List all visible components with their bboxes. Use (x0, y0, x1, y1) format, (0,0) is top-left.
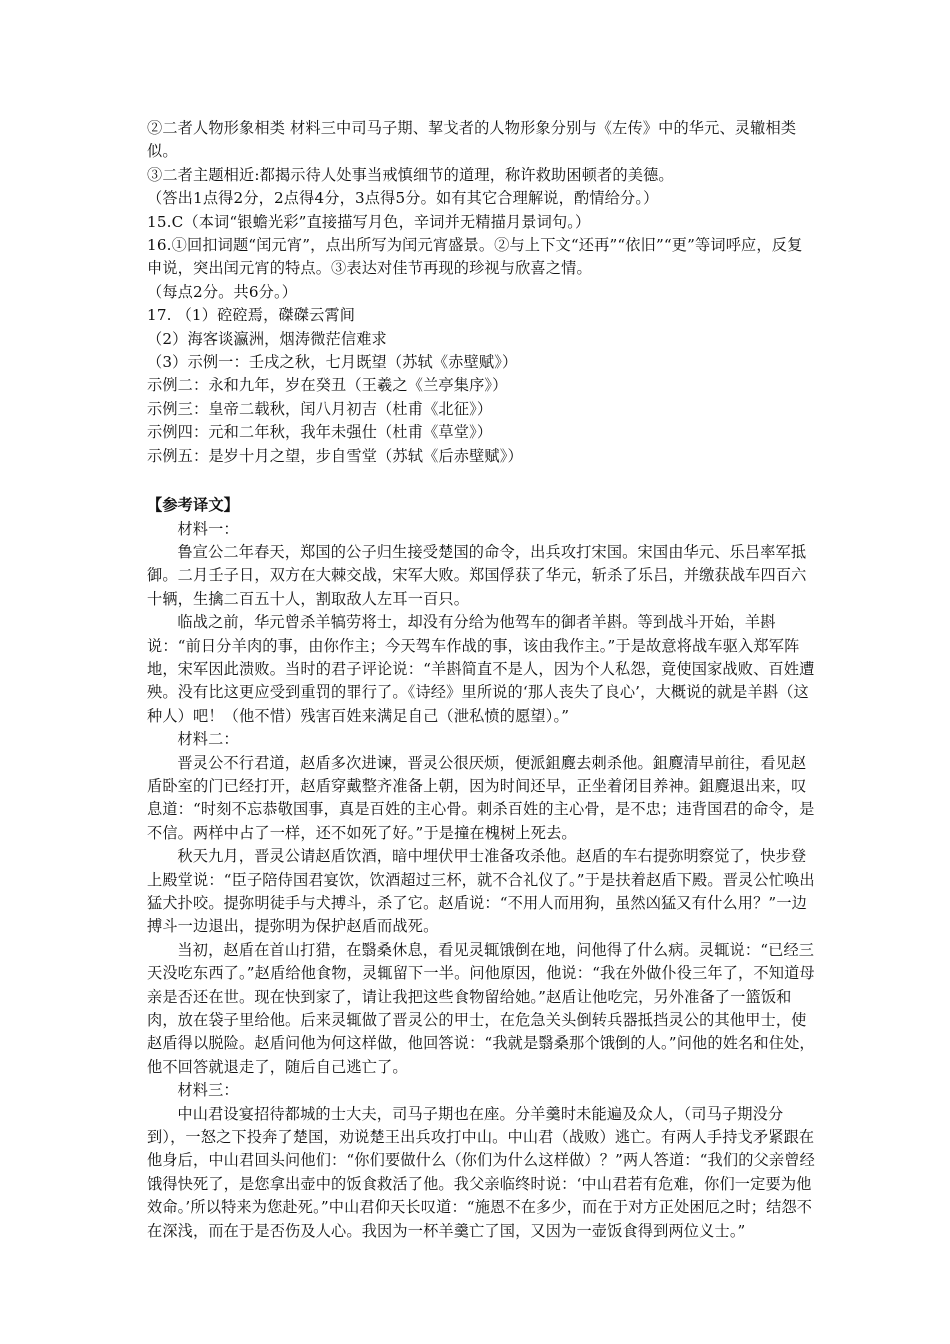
material-3-paragraph-1: 中山君设宴招待都城的士大夫，司马子期也在座。分羊羹时未能遍及众人，（司马子期没分到），一怒之下投奔了楚国，劝说楚王出兵攻打中山。中山君（战败）逃亡。有两人手持戈矛紧跟在他身后，中山君回头问他们：“你们要做什么（你们为什么这样做）？”两人答道：“我们的父亲曾经饿得快死了，是您拿出壶中的饭食救活了他。我父亲临终时说：‘中山君若有危难，你们一定要为他效命。’所以特来为您赴死。”中山君仰天长叹道：“施恩不在多少，而在于对方正处困厄之时；结怨不在深浅，而在于是否伤及人心。我因为一杯羊羹亡了国，又因为一壶饭食得到两位义士。” (147, 1104, 815, 1240)
answer-17-3-example-1: （3）示例一：壬戌之秋，七月既望（苏轼《赤壁赋》） (147, 353, 518, 372)
translation-heading: 【参考译文】 (147, 496, 240, 515)
material-2-title: 材料二： (177, 730, 239, 749)
material-1-paragraph-1: 鲁宣公二年春天，郑国的公子归生接受楚国的命令，出兵攻打宋国。宋国由华元、乐吕率军抵御。二月壬子日，双方在大棘交战，宋军大败。郑国俘获了华元，斩杀了乐吕，并缴获战车四百六十辆，生擒二百五十人，割取敌人左耳一百只。 (147, 542, 807, 608)
answer-15: 15.C（本词“银蟾光彩”直接描写月色，辛词并无精描月景词句。） (147, 212, 591, 231)
material-2-paragraph-1: 晋灵公不行君道，赵盾多次进谏，晋灵公很厌烦，便派鉏麑去刺杀他。鉏麑清早前往，看见赵盾卧室的门已经打开，赵盾穿戴整齐准备上朝，因为时间还早，正坐着闭目养神。鉏麑退出来，叹息道：“时刻不忘恭敬国事，真是百姓的主心骨。刺杀百姓的主心骨，是不忠；违背国君的命令，是不信。两样中占了一样，还不如死了好。”于是撞在槐树上死去。 (147, 753, 815, 842)
material-2-paragraph-3: 当初，赵盾在首山打猎，在翳桑休息，看见灵辄饿倒在地，问他得了什么病。灵辄说：“已经三天没吃东西了。”赵盾给他食物，灵辄留下一半。问他原因，他说：“我在外做仆役三年了，不知道母亲是否还在世。现在快到家了，请让我把这些食物留给她。”赵盾让他吃完，另外准备了一篮饭和肉，放在袋子里给他。后来灵辄做了晋灵公的甲士，在危急关头倒转兵器抵挡灵公的其他甲士，使赵盾得以脱险。赵盾问他为何这样做，他回答说：“我就是翳桑那个饿倒的人。”问他的姓名和住处，他不回答就退走了，随后自己逃亡了。 (147, 940, 815, 1076)
material-1-paragraph-2: 临战之前，华元曾杀羊犒劳将士，却没有分给为他驾车的御者羊斟。等到战斗开始，羊斟说：“前日分羊肉的事，由你作主；今天驾车作战的事，该由我作主。”于是故意将战车驱入郑军阵地，宋军因此溃败。当时的君子评论说：“羊斟简直不是人，因为个人私怨，竟使国家战败、百姓遭殃。没有比这更应受到重罚的罪行了。《诗经》里所说的‘那人丧失了良心’，大概说的就是羊斟（这种人）吧！（他不惜）残害百姓来满足自己（泄私愤的愿望）。” (147, 613, 815, 725)
answer-17-3-example-4: 示例四：元和二年秋，我年未强仕（杜甫《草堂》） (147, 423, 493, 442)
answer-17-1: 17. （1）硿硿焉，磔磔云霄间 (147, 306, 356, 325)
document-content (147, 117, 817, 1243)
answer-17-3-example-5: 示例五：是岁十月之望，步自雪堂（苏轼《后赤壁赋》） (147, 446, 523, 465)
material-3-title: 材料三： (177, 1081, 239, 1100)
answer-16: 16.①回扣词题“闰元宵”，点出所写为闰元宵盛景。②与上下文“还再”“依旧”“更”等词呼应，反复申说，突出闰元宵的特点。③表达对佳节再现的珍视与欣喜之情。 (147, 236, 803, 278)
section-gap (147, 468, 817, 494)
material-2-paragraph-2: 秋天九月，晋灵公请赵盾饮酒，暗中埋伏甲士准备攻杀他。赵盾的车右提弥明察觉了，快步登上殿堂说：“臣子陪侍国君宴饮，饮酒超过三杯，就不合礼仪了。”于是扶着赵盾下殿。晋灵公忙唤出猛犬扑咬。提弥明徒手与犬搏斗，杀了它。赵盾说：“不用人而用狗，虽然凶猛又有什么用？”一边搏斗一边退出，提弥明为保护赵盾而战死。 (147, 847, 815, 936)
answer-17-3-example-3: 示例三：皇帝二载秋，闰八月初吉（杜甫《北征》） (147, 399, 493, 418)
answer-14-scoring: （答出1点得2分，2点得4分，3点得5分。如有其它合理解说，酌情给分。） (147, 189, 659, 208)
answer-14-point-2: ②二者人物形象相类 材料三中司马子期、挈戈者的人物形象分别与《左传》中的华元、灵辙相类似。 (147, 119, 797, 161)
answer-17-2: （2）海客谈瀛洲，烟涛微茫信难求 (147, 329, 387, 348)
answer-14-point-3: ③二者主题相近:都揭示待人处事当戒慎细节的道理，称许救助困顿者的美德。 (147, 165, 674, 184)
material-1-title: 材料一： (177, 519, 239, 538)
answer-17-3-example-2: 示例二：永和九年，岁在癸丑（王羲之《兰亭集序》） (147, 376, 508, 395)
answer-16-scoring: （每点2分。共6分。） (147, 282, 298, 301)
